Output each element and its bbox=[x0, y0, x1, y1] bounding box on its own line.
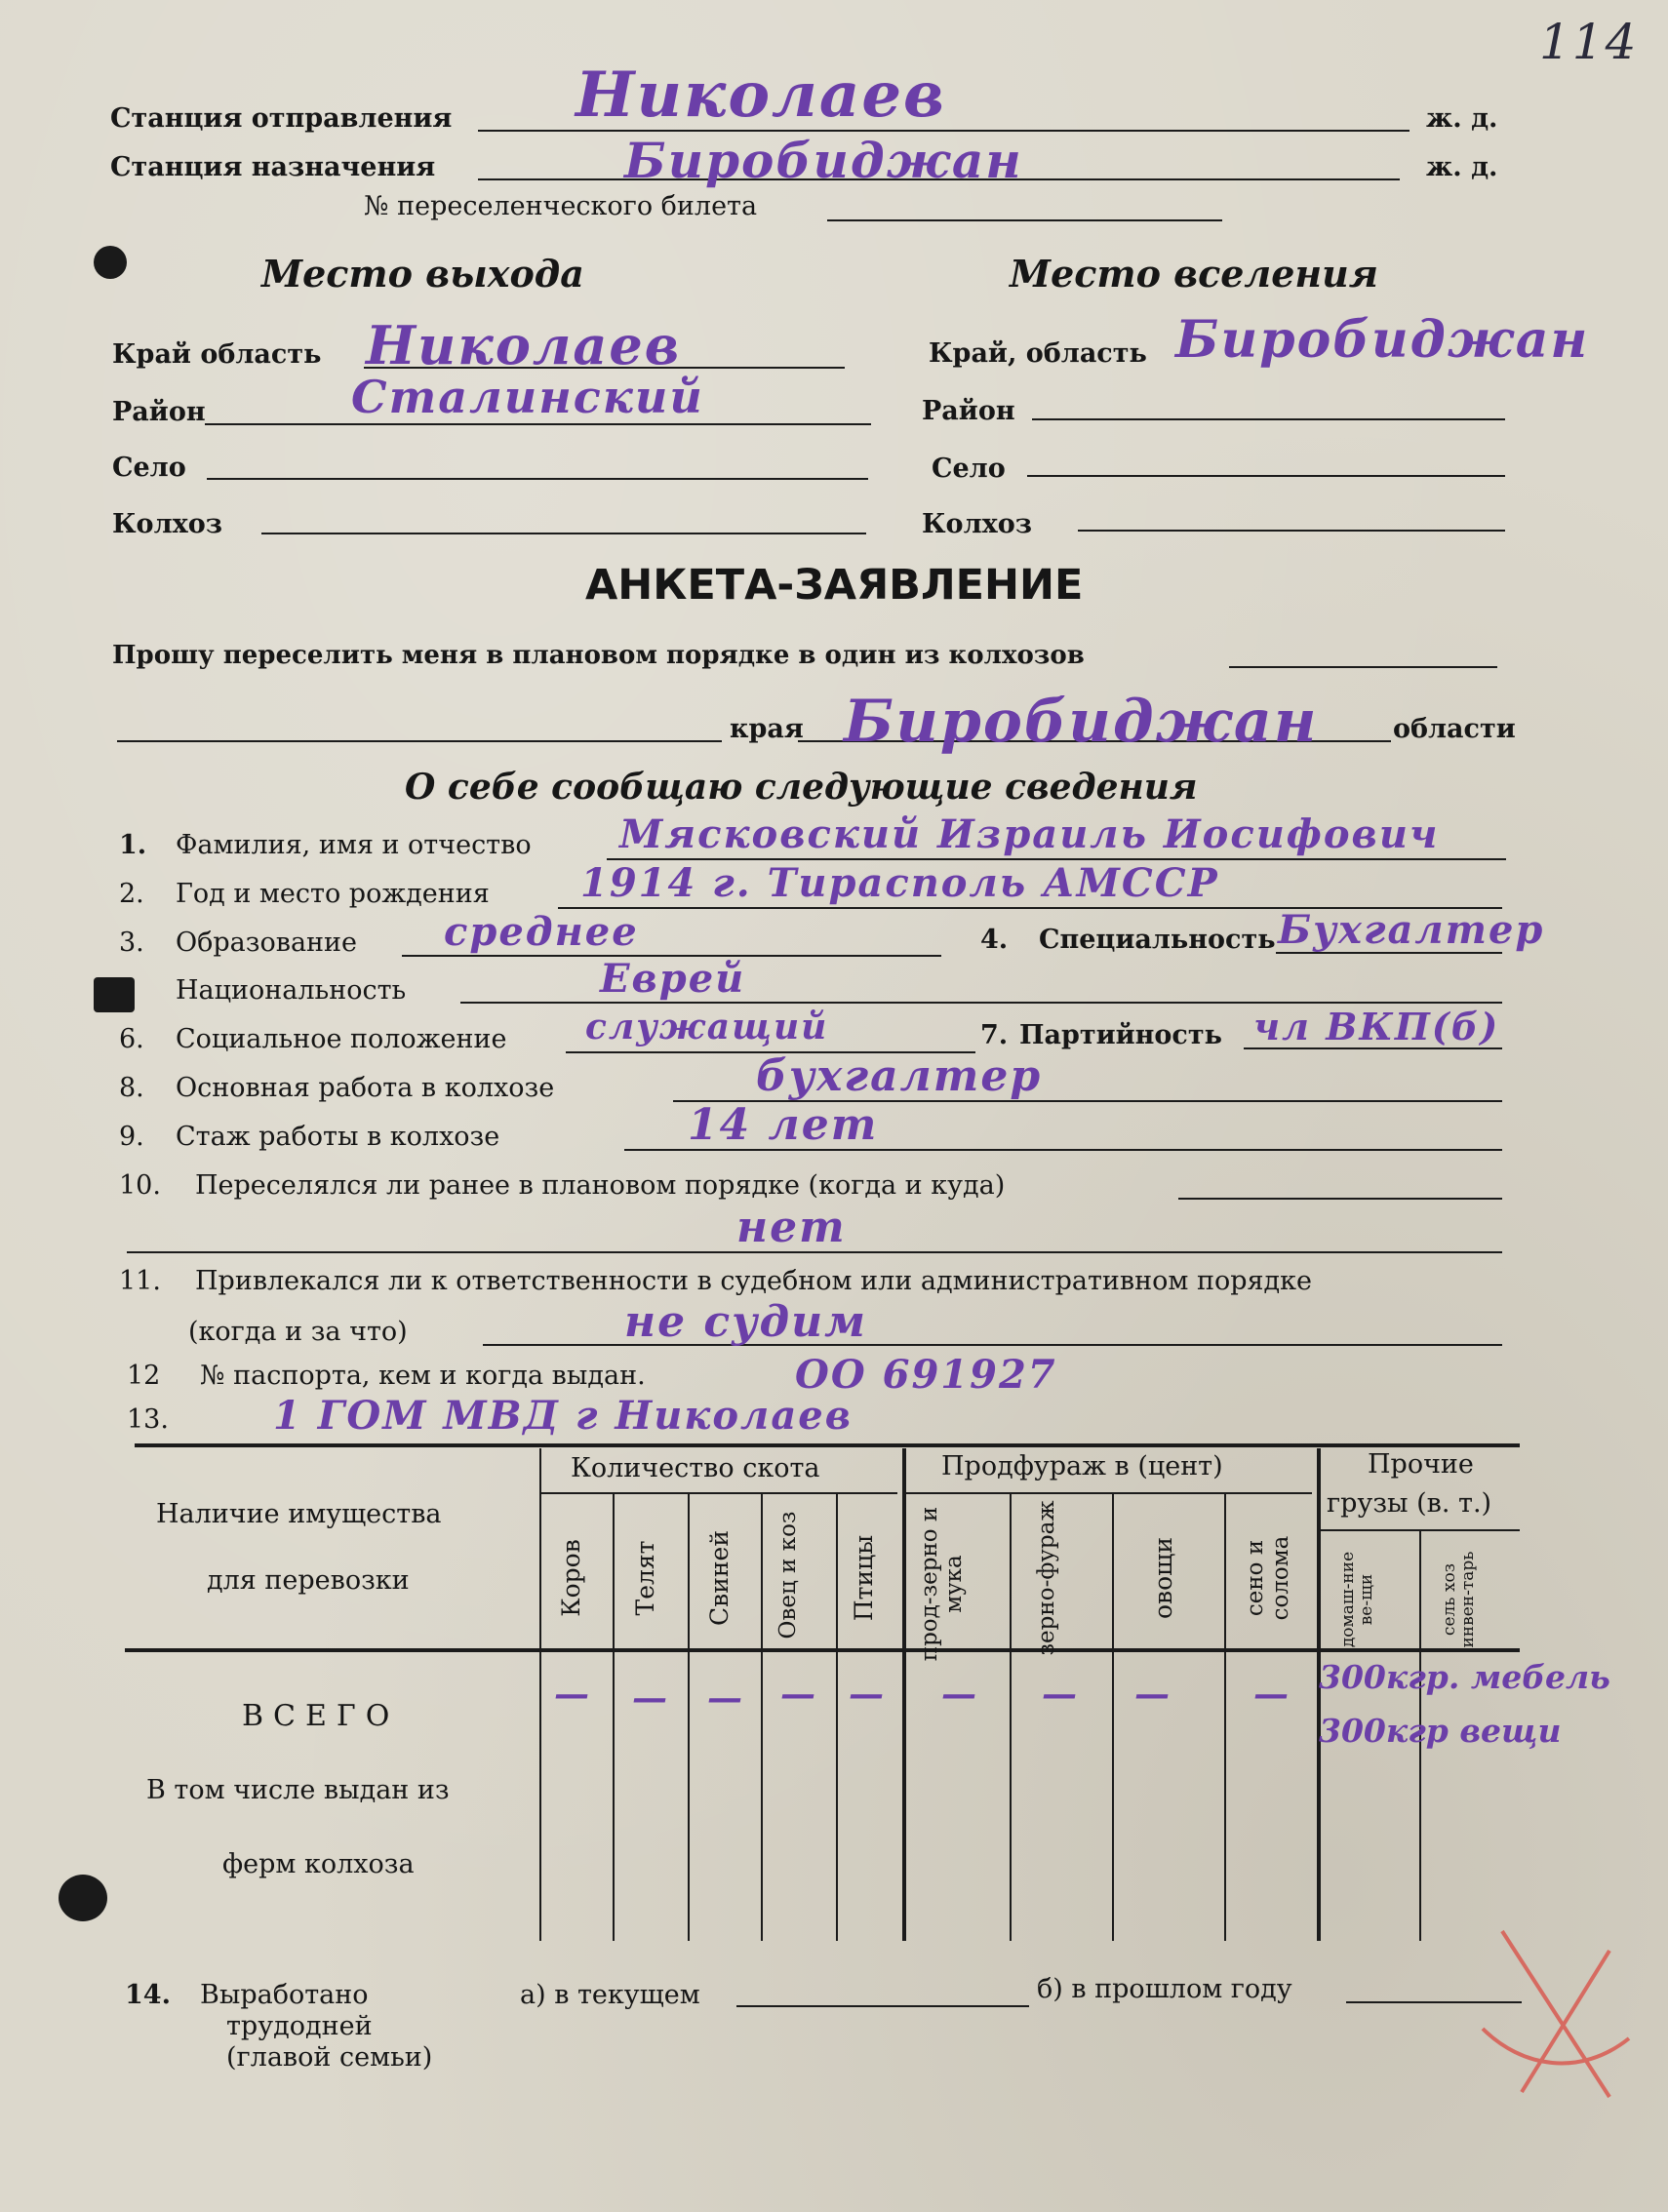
total-birds: — bbox=[849, 1674, 886, 1715]
departure-station-label: Станция отправления bbox=[110, 103, 453, 134]
red-pencil-mark bbox=[1463, 1912, 1639, 2116]
item-3-value: среднее bbox=[444, 909, 639, 955]
ticket-line bbox=[827, 219, 1222, 221]
about-heading: О себе сообщаю следующие сведения bbox=[405, 767, 1198, 808]
workdays-num: 14. bbox=[125, 1980, 171, 2010]
item-7-value: чл ВКП(б) bbox=[1253, 1005, 1500, 1048]
item-3-label: Образование bbox=[176, 928, 358, 958]
request-kray-blank bbox=[117, 740, 722, 742]
col-sep-1 bbox=[613, 1494, 615, 1941]
exit-region-label: Край область bbox=[112, 339, 322, 370]
other-group-rule bbox=[1317, 1529, 1520, 1531]
settle-district-label: Район bbox=[922, 396, 1015, 426]
exit-region-value: Николаев bbox=[366, 314, 682, 376]
col-sep-3 bbox=[761, 1494, 763, 1941]
fodder-group-rule bbox=[902, 1492, 1312, 1494]
item-8-label: Основная работа в колхозе bbox=[176, 1073, 555, 1103]
item-4-num: 4. bbox=[980, 925, 1009, 955]
item-4-value: Бухгалтер bbox=[1278, 907, 1545, 953]
farm-label-line2: ферм колхоза bbox=[222, 1849, 415, 1879]
item-2-num: 2. bbox=[119, 879, 144, 909]
item-3-num: 3. bbox=[119, 928, 144, 958]
item-10-label: Переселялся ли ранее в плановом порядке (когда и куда) bbox=[195, 1170, 1006, 1201]
col-header-cows: Коров bbox=[557, 1539, 585, 1617]
total-grain-fodder: — bbox=[1042, 1674, 1079, 1715]
livestock-group-header: Количество скота bbox=[571, 1453, 820, 1483]
total-calves: — bbox=[632, 1678, 669, 1718]
settle-kolkhoz-label: Колхоз bbox=[922, 509, 1032, 539]
item-10-value: нет bbox=[736, 1203, 847, 1252]
exit-place-title: Место выхода bbox=[261, 252, 584, 296]
item-9-label: Стаж работы в колхозе bbox=[176, 1122, 500, 1152]
settle-region-value: Биробиджан bbox=[1175, 310, 1590, 370]
settle-kolkhoz-line bbox=[1078, 530, 1505, 532]
table-top-rule bbox=[135, 1443, 1520, 1447]
punch-hole-side bbox=[94, 977, 135, 1012]
col-sep-6 bbox=[1010, 1494, 1012, 1941]
exit-district-line bbox=[205, 423, 871, 425]
col-header-household: домаш-ние ве-щи bbox=[1338, 1551, 1376, 1648]
request-line1-blank bbox=[1229, 666, 1497, 668]
settle-district-line bbox=[1032, 418, 1505, 420]
household-value-1: 300кгр. мебель bbox=[1319, 1658, 1610, 1696]
item-12-num: 12 bbox=[127, 1361, 161, 1391]
exit-village-line bbox=[207, 478, 868, 480]
table-header-bottom-rule bbox=[125, 1648, 1520, 1652]
item-5-line bbox=[460, 1002, 1502, 1004]
item-2-label: Год и место рождения bbox=[176, 879, 490, 909]
item-11-label2: (когда и за что) bbox=[188, 1317, 408, 1347]
item-2-value: 1914 г. Тирасполь АМССР bbox=[580, 860, 1219, 906]
item-7-label: Партийность bbox=[1019, 1020, 1222, 1050]
item-12-label: № паспорта, кем и когда выдан. bbox=[200, 1361, 646, 1391]
settle-place-title: Место вселения bbox=[1010, 252, 1378, 296]
item-11-label: Привлекался ли к ответственности в судебном или административном порядке bbox=[195, 1266, 1313, 1296]
form-title: АНКЕТА-ЗАЯВЛЕНИЕ bbox=[585, 561, 1084, 610]
total-grain-flour: — bbox=[941, 1674, 978, 1715]
workdays-label-line1: Выработано bbox=[200, 1980, 369, 2010]
item-1-num: 1. bbox=[119, 830, 147, 860]
col-sep-2 bbox=[688, 1494, 690, 1941]
col-sep-8 bbox=[1224, 1494, 1226, 1941]
item-6-label: Социальное положение bbox=[176, 1024, 507, 1054]
page-number: 114 bbox=[1539, 14, 1639, 70]
exit-village-label: Село bbox=[112, 453, 186, 483]
settle-village-line bbox=[1027, 475, 1505, 477]
total-label: ВСЕГО bbox=[242, 1699, 400, 1733]
item-8-value: бухгалтер bbox=[756, 1051, 1043, 1101]
workdays-label-line3: (главой семьи) bbox=[226, 2042, 433, 2073]
col-sep-5 bbox=[902, 1448, 906, 1941]
col-header-farm-tools: сель хоз инвен-тарь bbox=[1440, 1551, 1478, 1648]
item-4-label: Специальность bbox=[1039, 925, 1276, 955]
col-sep-0 bbox=[539, 1448, 541, 1941]
request-kraya-label: края bbox=[730, 714, 804, 744]
col-header-grain-fodder: зерно-фураж bbox=[1034, 1500, 1059, 1656]
workdays-label-line2: трудодней bbox=[226, 2011, 373, 2041]
total-pigs: — bbox=[707, 1678, 744, 1718]
item-9-value: 14 лет bbox=[688, 1100, 879, 1150]
col-header-hay-straw: сено и солома bbox=[1243, 1535, 1293, 1621]
punch-hole-bottom bbox=[59, 1875, 107, 1921]
item-11-value: не судим bbox=[624, 1297, 867, 1347]
workdays-current-label: а) в текущем bbox=[520, 1980, 700, 2010]
total-sheep: — bbox=[780, 1674, 817, 1715]
col-sep-7 bbox=[1112, 1494, 1114, 1941]
departure-station-value: Николаев bbox=[576, 59, 947, 132]
col-header-vegetables: овощи bbox=[1149, 1536, 1177, 1620]
total-cows: — bbox=[554, 1674, 591, 1715]
total-vegetables: — bbox=[1134, 1674, 1172, 1715]
other-group-header-line1: Прочие bbox=[1368, 1449, 1474, 1480]
item-6-num: 6. bbox=[119, 1024, 144, 1054]
col-header-sheep: Овец и коз bbox=[775, 1511, 801, 1639]
farm-label-line1: В том числе выдан из bbox=[146, 1775, 450, 1805]
settle-region-label: Край, область bbox=[929, 338, 1147, 369]
col-header-grain-flour: прод-зерно и мука bbox=[917, 1506, 967, 1662]
exit-kolkhoz-line bbox=[261, 533, 866, 534]
item-1-value: Мясковский Израиль Иосифович bbox=[619, 811, 1440, 857]
workdays-current-line bbox=[736, 2005, 1029, 2007]
request-region-value: Биробиджан bbox=[844, 688, 1319, 756]
other-group-header-line2: грузы (в. т.) bbox=[1327, 1488, 1492, 1519]
punch-hole-top bbox=[94, 246, 127, 279]
destination-station-label: Станция назначения bbox=[110, 152, 436, 182]
item-10-num: 10. bbox=[119, 1170, 161, 1201]
col-sep-4 bbox=[836, 1494, 838, 1941]
item-1-label: Фамилия, имя и отчество bbox=[176, 830, 532, 860]
item-13-num: 13. bbox=[127, 1404, 169, 1435]
livestock-group-rule bbox=[541, 1492, 897, 1494]
item-11-num: 11. bbox=[119, 1266, 161, 1296]
destination-rail-suffix: ж. д. bbox=[1426, 152, 1498, 182]
exit-district-value: Сталинский bbox=[351, 371, 704, 423]
fodder-group-header: Продфураж в (цент) bbox=[941, 1451, 1223, 1481]
exit-kolkhoz-label: Колхоз bbox=[112, 509, 222, 539]
item-13-value: 1 ГОМ МВД г Николаев bbox=[273, 1393, 853, 1439]
departure-rail-suffix: ж. д. bbox=[1426, 103, 1498, 134]
item-10-line bbox=[1178, 1198, 1502, 1200]
ticket-label: № переселенческого билета bbox=[364, 191, 758, 221]
request-oblasti-label: области bbox=[1393, 714, 1516, 744]
col-header-calves: Телят bbox=[631, 1540, 659, 1616]
settle-village-label: Село bbox=[932, 454, 1006, 484]
col-header-pigs: Свиней bbox=[705, 1530, 734, 1626]
item-6-value: служащий bbox=[585, 1007, 829, 1047]
row-header-line2: для перевозки bbox=[207, 1565, 410, 1596]
col-header-birds: Птицы bbox=[850, 1534, 878, 1622]
destination-station-value: Биробиджан bbox=[624, 132, 1023, 189]
item-5-label: Национальность bbox=[176, 975, 407, 1006]
row-header-line1: Наличие имущества bbox=[156, 1499, 442, 1529]
item-8-num: 8. bbox=[119, 1073, 144, 1103]
workdays-last-label: б) в прошлом году bbox=[1037, 1974, 1292, 2004]
item-7-num: 7. bbox=[980, 1020, 1009, 1050]
household-value-2: 300кгр вещи bbox=[1319, 1712, 1562, 1750]
total-hay-straw: — bbox=[1253, 1674, 1291, 1715]
item-9-num: 9. bbox=[119, 1122, 144, 1152]
item-5-value: Еврей bbox=[600, 956, 746, 1002]
request-line1: Прошу переселить меня в плановом порядке в один из колхозов bbox=[112, 641, 1085, 670]
item-12-value: ОО 691927 bbox=[795, 1352, 1057, 1398]
exit-district-label: Район bbox=[112, 397, 206, 427]
